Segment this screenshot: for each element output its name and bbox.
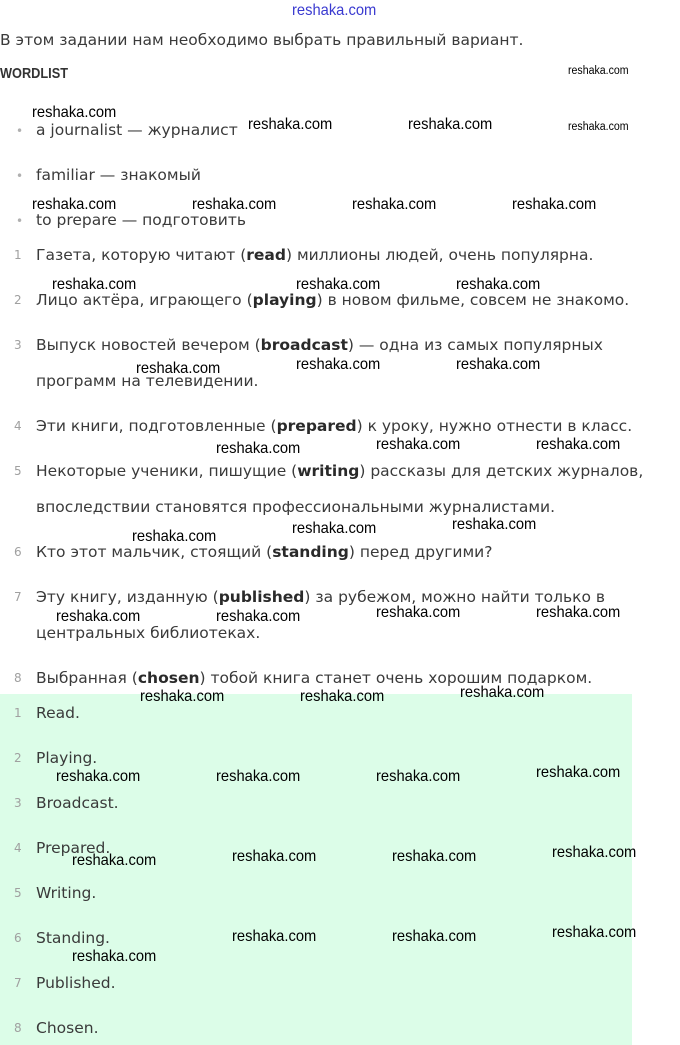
watermark-text: reshaka.com	[512, 196, 597, 213]
answer: Standing.	[36, 929, 110, 947]
answer: Chosen.	[36, 1019, 99, 1037]
sentence-text: ) — одна из самых популярных	[347, 336, 603, 354]
sentence-keyword: playing	[252, 291, 317, 309]
answer-number: 4	[14, 841, 22, 855]
sentence-text: Эти книги, подготовленные (	[36, 417, 277, 435]
sentence-continuation: программ на телевидении.	[36, 372, 259, 390]
answer-number: 5	[14, 886, 22, 900]
sentence-text: ) миллионы людей, очень популярна.	[285, 246, 594, 264]
watermark-text: reshaka.com	[52, 276, 137, 293]
sentence-number: 3	[14, 338, 22, 352]
sentence-continuation: центральных библиотеках.	[36, 624, 261, 642]
sentence-number: 6	[14, 545, 22, 559]
watermark-text: reshaka.com	[552, 924, 637, 941]
watermark-text: reshaka.com	[392, 928, 477, 945]
answer: Playing.	[36, 749, 98, 767]
answer: Broadcast.	[36, 794, 119, 812]
watermark-text: reshaka.com	[352, 196, 437, 213]
sentence-keyword: broadcast	[260, 336, 348, 354]
watermark-text: reshaka.com	[456, 276, 541, 293]
watermark-text: reshaka.com	[72, 948, 157, 965]
watermark-text: reshaka.com	[132, 528, 217, 545]
wordlist-heading: WORDLIST	[0, 65, 68, 82]
answer-number: 2	[14, 751, 22, 765]
sentence	[36, 587, 605, 607]
answer: Read.	[36, 704, 80, 722]
watermark-text: reshaka.com	[408, 116, 493, 133]
sentence-text: ) к уроку, нужно отнести в класс.	[356, 417, 633, 435]
sentence-keyword: published	[218, 588, 305, 606]
watermark-text: reshaka.com	[376, 604, 461, 621]
sentence-number: 4	[14, 419, 22, 433]
bullet-icon: •	[16, 214, 24, 228]
sentence-number: 5	[14, 464, 22, 478]
sentence-number: 2	[14, 293, 22, 307]
watermark-text: reshaka.com	[192, 196, 277, 213]
watermark-text: reshaka.com	[392, 848, 477, 865]
watermark-text: reshaka.com	[292, 2, 377, 19]
bullet-icon: •	[16, 124, 24, 138]
sentence-keyword: chosen	[137, 669, 200, 687]
watermark-text: reshaka.com	[536, 604, 621, 621]
answer-number: 8	[14, 1021, 22, 1035]
answer: Published.	[36, 974, 116, 992]
sentence-number: 7	[14, 590, 22, 604]
sentence-text: Некоторые ученики, пишущие (	[36, 462, 298, 480]
watermark-text: reshaka.com	[452, 516, 537, 533]
sentence-text: ) тобой книга станет очень хорошим подарком.	[199, 669, 593, 687]
watermark-text: reshaka.com	[296, 356, 381, 373]
wordlist-item: a journalist — журналист	[36, 121, 238, 139]
bullet-icon: •	[16, 169, 24, 183]
answer: Prepared.	[36, 839, 111, 857]
watermark-text: reshaka.com	[376, 436, 461, 453]
intro-text: В этом задании нам необходимо выбрать правильный вариант.	[0, 31, 524, 49]
sentence	[36, 416, 632, 436]
watermark-text: reshaka.com	[292, 520, 377, 537]
sentence-keyword: prepared	[276, 417, 357, 435]
watermark-text: reshaka.com	[216, 440, 301, 457]
watermark-text: reshaka.com	[536, 436, 621, 453]
watermark-text: reshaka.com	[248, 116, 333, 133]
answer: Writing.	[36, 884, 97, 902]
watermark-text: reshaka.com	[216, 768, 301, 785]
answer-number: 7	[14, 976, 22, 990]
sentence	[36, 245, 593, 265]
sentence-number: 1	[14, 248, 22, 262]
sentence-text: Газета, которую читают (	[36, 246, 247, 264]
sentence-keyword: read	[246, 246, 286, 264]
sentence	[36, 461, 643, 481]
watermark-text: reshaka.com	[32, 196, 117, 213]
watermark-text: reshaka.com	[568, 121, 629, 133]
sentence-keyword: standing	[272, 543, 349, 561]
watermark-text: reshaka.com	[32, 104, 117, 121]
watermark-text: reshaka.com	[296, 276, 381, 293]
sentence-text: ) перед другими?	[348, 543, 493, 561]
watermark-text: reshaka.com	[552, 844, 637, 861]
watermark-text: reshaka.com	[56, 768, 141, 785]
wordlist-item: familiar — знакомый	[36, 166, 201, 184]
sentence	[36, 335, 603, 355]
watermark-text: reshaka.com	[56, 608, 141, 625]
watermark-text: reshaka.com	[568, 65, 629, 77]
wordlist-item: to prepare — подготовить	[36, 211, 246, 229]
sentence-text: Выбранная (	[36, 669, 138, 687]
sentence-text: Лицо актёра, играющего (	[36, 291, 253, 309]
sentence-continuation: впоследствии становятся профессиональными журналистами.	[36, 498, 556, 516]
watermark-text: reshaka.com	[136, 360, 221, 377]
watermark-text: reshaka.com	[300, 688, 385, 705]
sentence-text: ) в новом фильме, совсем не знакомо.	[316, 291, 630, 309]
watermark-text: reshaka.com	[460, 684, 545, 701]
watermark-text: reshaka.com	[536, 764, 621, 781]
watermark-text: reshaka.com	[216, 608, 301, 625]
sentence-text: ) за рубежом, можно найти только в	[304, 588, 606, 606]
sentence-keyword: writing	[297, 462, 360, 480]
watermark-text: reshaka.com	[456, 356, 541, 373]
sentence-text: Эту книгу, изданную (	[36, 588, 219, 606]
watermark-text: reshaka.com	[376, 768, 461, 785]
watermark-text: reshaka.com	[140, 688, 225, 705]
watermark-text: reshaka.com	[72, 852, 157, 869]
sentence-number: 8	[14, 671, 22, 685]
sentence	[36, 542, 492, 562]
answer-number: 3	[14, 796, 22, 810]
watermark-text: reshaka.com	[232, 848, 317, 865]
answer-number: 1	[14, 706, 22, 720]
answer-number: 6	[14, 931, 22, 945]
sentence-text: ) рассказы для детских журналов,	[359, 462, 644, 480]
sentence-text: Выпуск новостей вечером (	[36, 336, 261, 354]
watermark-text: reshaka.com	[232, 928, 317, 945]
sentence-text: Кто этот мальчик, стоящий (	[36, 543, 273, 561]
